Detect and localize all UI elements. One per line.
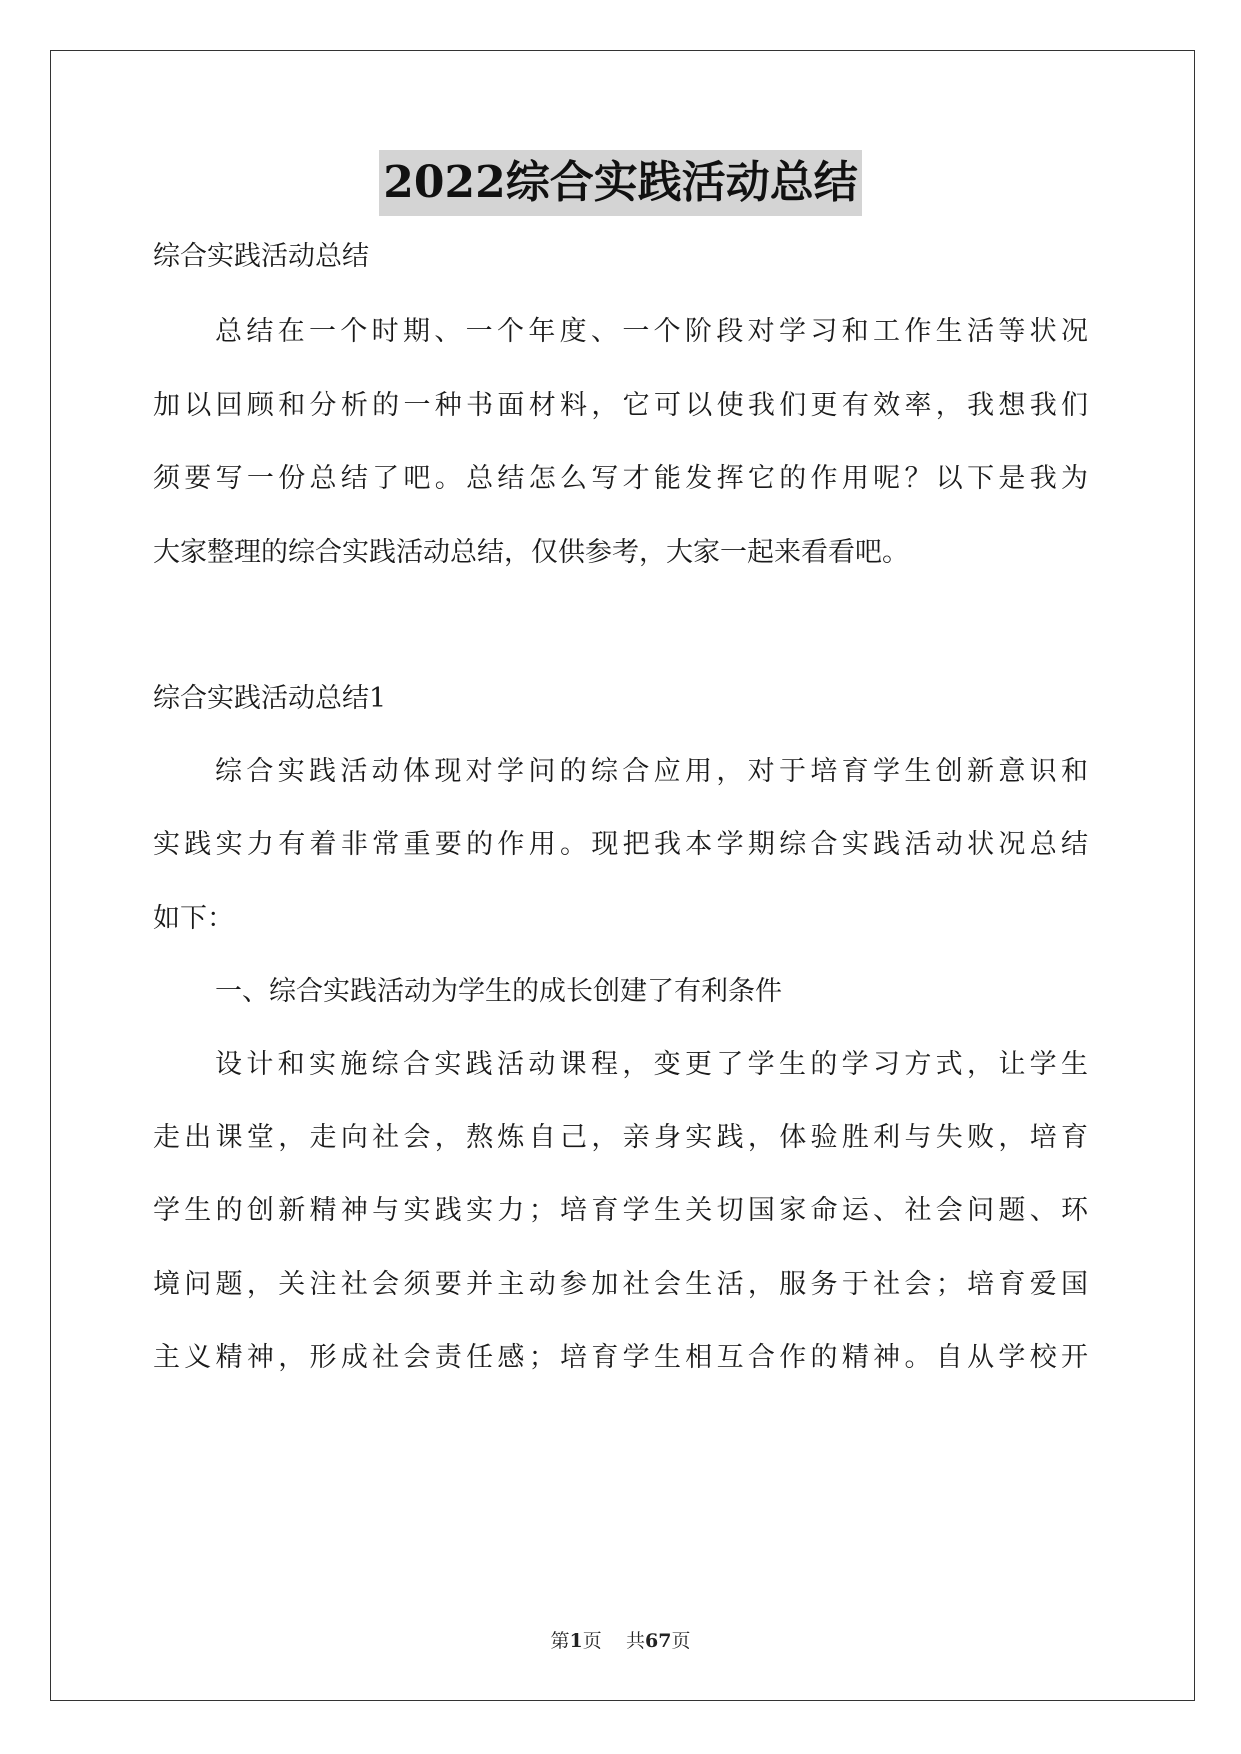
page-label-prefix: 第	[550, 1630, 570, 1652]
document-title: 2022综合实践活动总结	[379, 150, 861, 216]
intro-line-1: 总结在一个时期、一个年度、一个阶段对学习和工作生活等状况	[215, 316, 1088, 347]
section-para2-line-1: 设计和实施综合实践活动课程，变更了学生的学习方式，让学生	[215, 1049, 1088, 1080]
section-para2-line-3: 学生的创新精神与实践实力；培育学生关切国家命运、社会问题、环	[153, 1195, 1088, 1226]
section-para2-line-4: 境问题，关注社会须要并主动参加社会生活，服务于社会；培育爱国	[153, 1269, 1088, 1300]
total-label-suffix: 页	[671, 1630, 691, 1652]
page-label-suffix: 页	[582, 1630, 602, 1652]
point-heading: 一、综合实践活动为学生的成长创建了有利条件	[215, 976, 782, 1007]
page-footer	[0, 1629, 1241, 1653]
page-number: 1	[569, 1630, 583, 1652]
section-para2-line-5: 主义精神，形成社会责任感；培育学生相互合作的精神。自从学校开	[153, 1342, 1088, 1373]
intro-line-4: 大家整理的综合实践活动总结，仅供参考，大家一起来看看吧。	[153, 537, 909, 568]
section-heading: 综合实践活动总结1	[153, 683, 387, 714]
title-block	[0, 150, 1241, 216]
intro-line-2: 加以回顾和分析的一种书面材料，它可以使我们更有效率，我想我们	[153, 390, 1088, 421]
section-para1-line-1: 综合实践活动体现对学问的综合应用，对于培育学生创新意识和	[215, 756, 1088, 787]
total-label-prefix: 共	[625, 1630, 645, 1652]
document-subtitle: 综合实践活动总结	[153, 241, 369, 272]
total-pages: 67	[644, 1630, 672, 1652]
section-para1-line-3: 如下：	[153, 903, 234, 934]
section-para1-line-2: 实践实力有着非常重要的作用。现把我本学期综合实践活动状况总结	[153, 829, 1088, 860]
section-para2-line-2: 走出课堂，走向社会，熬炼自己，亲身实践，体验胜利与失败，培育	[153, 1122, 1088, 1153]
intro-line-3: 须要写一份总结了吧。总结怎么写才能发挥它的作用呢？以下是我为	[153, 463, 1088, 494]
page-border	[50, 50, 1195, 1701]
